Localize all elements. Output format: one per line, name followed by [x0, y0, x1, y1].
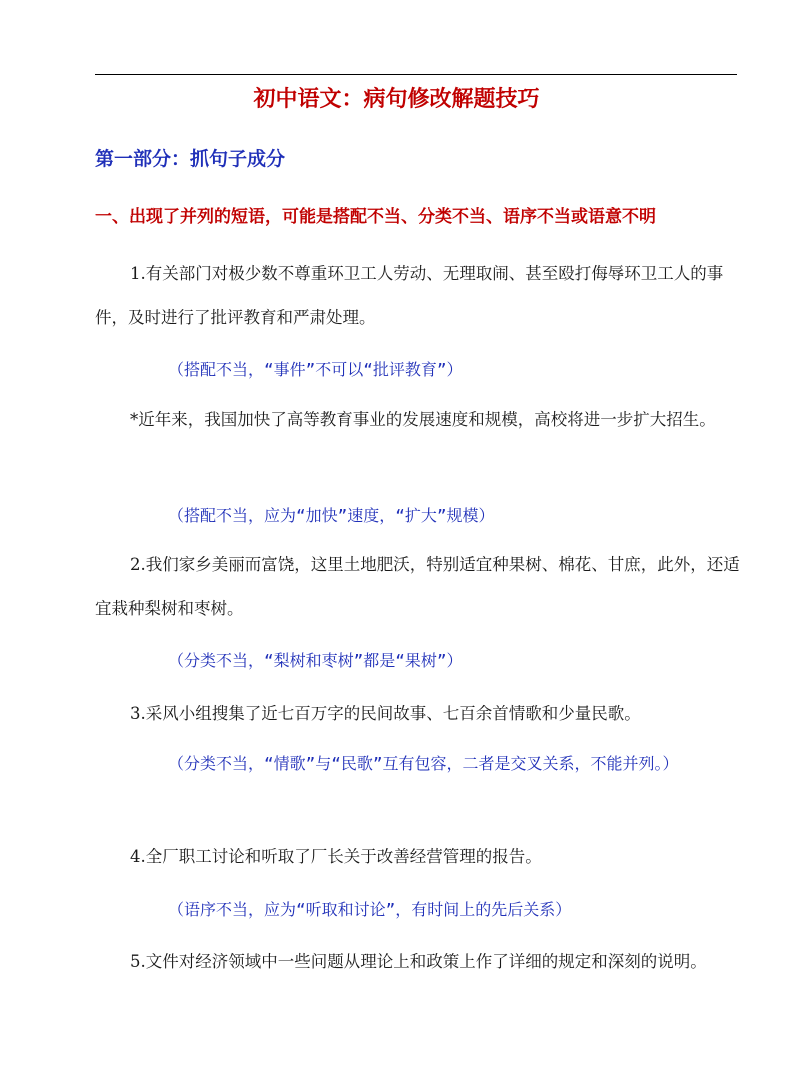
part-heading: 第一部分：抓句子成分: [95, 148, 286, 170]
example-sentence-1b: *近年来，我国加快了高等教育事业的发展速度和规模，高校将进一步扩大招生。: [130, 410, 716, 429]
section-heading: 一、出现了并列的短语，可能是搭配不当、分类不当、语序不当或语意不明: [95, 207, 656, 227]
document-title: 初中语文：病句修改解题技巧: [253, 86, 540, 112]
correction-note-1b: （搭配不当，应为“加快”速度，“扩大”规模）: [168, 506, 495, 525]
correction-note-1: （搭配不当，“事件”不可以“批评教育”）: [168, 360, 463, 379]
example-sentence-4: 4.全厂职工讨论和听取了厂长关于改善经营管理的报告。: [130, 847, 542, 866]
correction-note-3: （分类不当，“情歌”与“民歌”互有包容，二者是交叉关系，不能并列。）: [168, 754, 679, 773]
example-sentence-3: 3.采风小组搜集了近七百万字的民间故事、七百余首情歌和少量民歌。: [130, 704, 641, 723]
correction-note-4: （语序不当，应为“听取和讨论”，有时间上的先后关系）: [168, 900, 572, 919]
example-sentence-5: 5.文件对经济领域中一些问题从理论上和政策上作了详细的规定和深刻的说明。: [130, 952, 707, 971]
example-sentence-1: 1.有关部门对极少数不尊重环卫工人劳动、无理取闹、甚至殴打侮辱环卫工人的事件，及时进行了批评教育和严肃处理。: [95, 264, 724, 327]
correction-note-2: （分类不当，“梨树和枣树”都是“果树”）: [168, 651, 463, 670]
example-sentence-2: 2.我们家乡美丽而富饶，这里土地肥沃，特别适宜种果树、棉花、甘庶，此外，还适宜栽种梨树和枣树。: [95, 555, 740, 618]
header-rule: [95, 74, 737, 75]
